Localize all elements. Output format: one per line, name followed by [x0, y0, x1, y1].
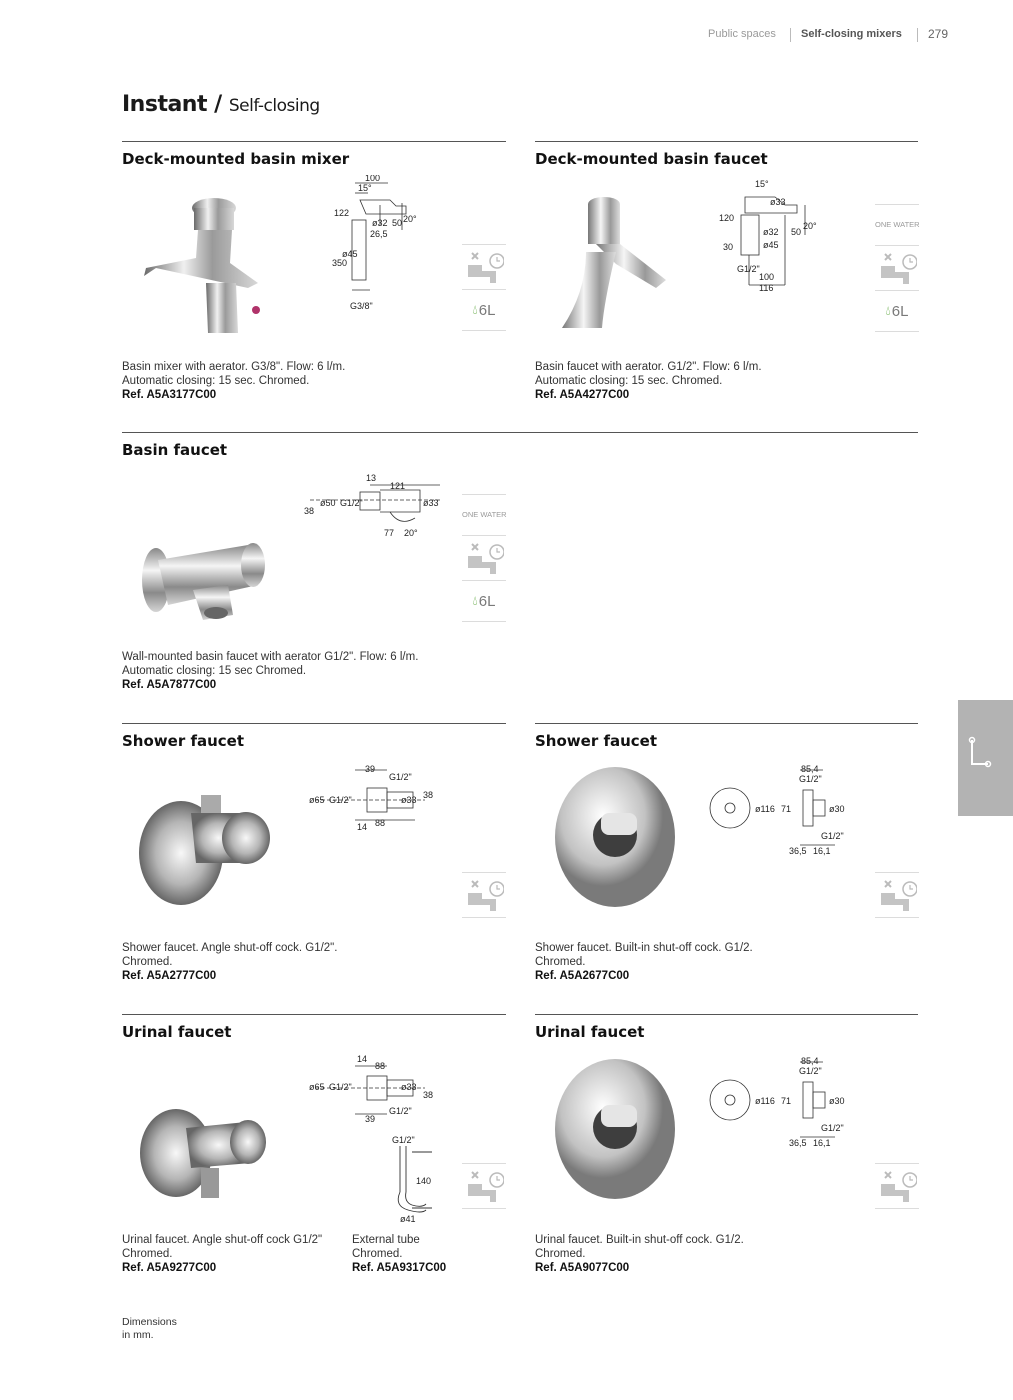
header-section: Public spaces [708, 28, 776, 40]
timer-tap-icon [462, 536, 506, 580]
timer-tap-icon [875, 873, 919, 917]
product-ref: Ref. A5A9277C00 [122, 1262, 217, 1274]
dim-label: 100 [365, 175, 381, 183]
dim-label: ø65 [309, 1082, 325, 1092]
feature-badges [875, 872, 919, 918]
section-rule [122, 1014, 506, 1015]
page-title-main: Instant / [122, 92, 222, 117]
dim-label: 30 [723, 242, 734, 252]
feature-badges [462, 1163, 506, 1209]
dim-label: G1/2" [392, 1135, 415, 1145]
dim-label: 15° [358, 183, 372, 193]
section-rule [122, 432, 918, 433]
page-title [122, 92, 320, 117]
dim-label: 39 [365, 1114, 376, 1124]
shower-faucet-drawing [305, 760, 445, 835]
dim-label: 38 [304, 506, 315, 516]
dim-label: 26,5 [370, 229, 388, 239]
product-ref: Ref. A5A9317C00 [352, 1262, 447, 1274]
product-ref: Ref. A5A3177C00 [122, 389, 217, 401]
dim-label: ø50 [320, 498, 336, 508]
basin-mixer-drawing [330, 175, 440, 315]
section-title: Shower faucet [535, 732, 657, 750]
section-title: Urinal faucet [122, 1023, 232, 1041]
feature-badges [462, 244, 506, 331]
urinal-faucet-drawing [305, 1052, 445, 1127]
dim-label: 88 [375, 1061, 386, 1071]
header-divider [790, 28, 791, 42]
section-title: Deck-mounted basin faucet [535, 150, 768, 168]
dim-label: 77 [384, 528, 395, 538]
built-in-urinal-drawing [705, 1052, 855, 1152]
shower-faucet-photo [136, 793, 276, 908]
section-rule [535, 141, 918, 142]
flow-rate-badge: 💧︎ 6L [472, 592, 496, 610]
product-description: Wall-mounted basin faucet with aerator G1/2". Flow: 6 l/m. Automatic closing: 15 sec Chromed. Ref. A5A7877C00 [122, 651, 419, 691]
product-ref: Ref. A5A4277C00 [535, 389, 630, 401]
section-title: Shower faucet [122, 732, 244, 750]
dim-label: 350 [332, 258, 348, 268]
dim-label: ø116 [755, 804, 775, 814]
dim-label: 38 [423, 790, 434, 800]
flow-rate-badge: 💧︎ 6L [472, 301, 496, 319]
product-description: Urinal faucet. Angle shut-off cock G1/2" Chromed. Ref. A5A9277C00 [122, 1234, 323, 1274]
dim-label: 36,5 [789, 1138, 807, 1148]
dim-label: 140 [416, 1176, 432, 1186]
dim-label: ø30 [829, 804, 845, 814]
one-water-label: ONE WATER [462, 510, 507, 519]
product-description: Basin faucet with aerator. G1/2". Flow: 6 l/m. Automatic closing: 15 sec. Chromed. Ref. A5A4277C00 [535, 361, 762, 401]
dim-label: ø45 [342, 249, 358, 259]
dim-label: G1/2" [389, 1106, 412, 1116]
dimensions-note: Dimensions in mm. [122, 1316, 177, 1341]
dim-label: 36,5 [789, 846, 807, 856]
dim-label: ø32 [763, 227, 779, 237]
timer-tap-icon [875, 246, 919, 290]
product-ref: Ref. A5A7877C00 [122, 679, 217, 691]
dim-label: 100 [759, 272, 775, 282]
external-tube-drawing [380, 1132, 450, 1227]
basin-faucet-drawing [715, 175, 825, 295]
dim-label: G1/2" [737, 264, 760, 274]
water-drop-icon: 💧︎ [472, 302, 478, 317]
section-title: Urinal faucet [535, 1023, 645, 1041]
dim-label: 20° [803, 221, 817, 231]
dim-label: ø65 [309, 795, 325, 805]
dim-label: G1/2" [821, 831, 844, 841]
wall-basin-faucet-drawing [300, 470, 450, 542]
built-in-urinal-faucet-photo [553, 1057, 678, 1202]
product-ref: Ref. A5A2677C00 [535, 970, 630, 982]
dim-label: G3/8" [350, 301, 373, 311]
dim-label: 71 [781, 1096, 792, 1106]
water-drop-icon: 💧︎ [472, 593, 478, 608]
external-tube-description: External tube Chromed. Ref. A5A9317C00 [352, 1234, 447, 1274]
dim-label: G1/2" [340, 498, 363, 508]
product-description: Shower faucet. Built-in shut-off cock. G1/2. Chromed. Ref. A5A2677C00 [535, 942, 753, 982]
dim-label: 20° [403, 214, 417, 224]
wall-basin-faucet-photo [138, 535, 278, 630]
dim-label: 13 [366, 473, 377, 483]
product-description: Urinal faucet. Built-in shut-off cock. G1/2. Chromed. Ref. A5A9077C00 [535, 1234, 744, 1274]
dim-label: G1/2" [329, 795, 352, 805]
built-in-shower-drawing [705, 760, 855, 860]
dim-label: 20° [404, 528, 418, 538]
timer-tap-icon [462, 245, 506, 289]
product-ref: Ref. A5A2777C00 [122, 970, 217, 982]
dim-label: ø116 [755, 1096, 775, 1106]
feature-badges [462, 872, 506, 918]
flow-rate-badge: 💧︎ 6L [885, 302, 909, 320]
section-rule [535, 723, 918, 724]
basin-faucet-photo [556, 192, 671, 332]
water-drop-icon: 💧︎ [885, 303, 891, 318]
dim-label: 116 [759, 283, 774, 293]
dim-label: 85,4 [801, 1056, 819, 1066]
timer-tap-icon [462, 1164, 506, 1208]
built-in-shower-faucet-photo [553, 765, 678, 910]
dim-label: 39 [365, 764, 376, 774]
pipe-fitting-icon [958, 700, 1013, 816]
dim-label: 120 [719, 213, 735, 223]
product-description: Shower faucet. Angle shut-off cock. G1/2". Chromed. Ref. A5A2777C00 [122, 942, 338, 982]
header-subsection: Self-closing mixers [801, 28, 902, 40]
dim-label: ø33 [401, 1082, 417, 1092]
one-water-label: ONE WATER [875, 220, 920, 229]
dim-label: G1/2" [329, 1082, 352, 1092]
dim-label: G1/2" [821, 1123, 844, 1133]
page-title-sub: Self-closing [228, 96, 320, 116]
timer-tap-icon [462, 873, 506, 917]
product-ref: Ref. A5A9077C00 [535, 1262, 630, 1274]
header-divider [917, 28, 918, 42]
dim-label: 14 [357, 1054, 368, 1064]
dim-label: ø33 [423, 498, 439, 508]
feature-badges [462, 494, 506, 622]
urinal-faucet-photo [136, 1108, 276, 1203]
section-title: Basin faucet [122, 441, 228, 459]
dim-label: 16,1 [813, 846, 831, 856]
dim-label: G1/2" [799, 774, 822, 784]
section-rule [535, 1014, 918, 1015]
dim-label: 122 [334, 208, 350, 218]
feature-badges [875, 204, 919, 332]
page-number: 279 [928, 27, 949, 41]
dim-label: 88 [375, 818, 386, 828]
dim-label: G1/2" [799, 1066, 822, 1076]
section-rule [122, 723, 506, 724]
category-side-tab[interactable] [958, 700, 1013, 816]
dim-label: 14 [357, 822, 368, 832]
dim-label: 38 [423, 1090, 434, 1100]
dim-label: ø30 [829, 1096, 845, 1106]
dim-label: G1/2" [389, 772, 412, 782]
section-title: Deck-mounted basin mixer [122, 150, 350, 168]
section-rule [122, 141, 506, 142]
dim-label: 50 [392, 218, 403, 228]
timer-tap-icon [875, 1164, 919, 1208]
basin-mixer-photo [136, 188, 266, 338]
dim-label: ø32 [372, 218, 388, 228]
dim-label: 16,1 [813, 1138, 831, 1148]
feature-badges [875, 1163, 919, 1209]
dim-label: ø33 [401, 795, 417, 805]
dim-label: ø45 [763, 240, 779, 250]
dim-label: ø33 [770, 197, 786, 207]
dim-label: 85,4 [801, 764, 819, 774]
dim-label: 15° [755, 179, 769, 189]
dim-label: 71 [781, 804, 792, 814]
product-description: Basin mixer with aerator. G3/8". Flow: 6 l/m. Automatic closing: 15 sec. Chromed. Ref. A5A3177C00 [122, 361, 346, 401]
dim-label: 50 [791, 227, 802, 237]
dim-label: 121 [390, 481, 406, 491]
dim-label: ø41 [400, 1214, 416, 1224]
